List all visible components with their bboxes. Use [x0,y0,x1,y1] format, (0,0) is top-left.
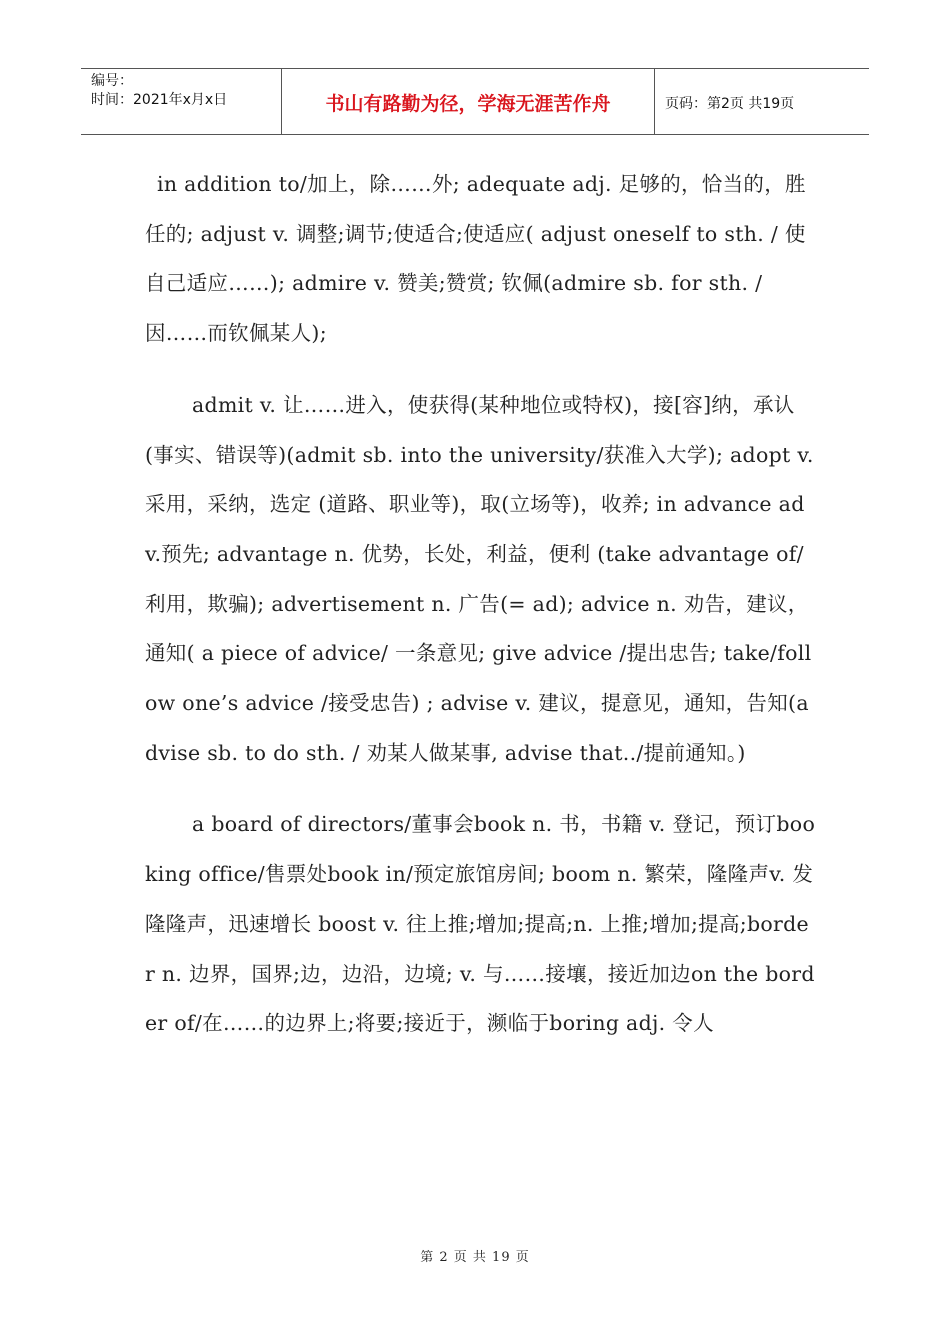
header-motto: 书山有路勤为径，学海无涯苦作舟 [282,69,655,134]
serial-number-label: 编号： [91,73,133,89]
header-meta [81,69,282,134]
document-body [145,160,817,1071]
vocab-paragraph-1: in addition to/加上，除……外; adequate adj. 足够的，恰当的，胜任的; adjust v. 调整;调节;使适合;使适应( adjust oneself to sth. / 使自己适应……); admire v. 赞美;赞赏; 钦佩(admire sb. for sth. /因……而钦佩某人); [145,172,806,346]
vocab-paragraph-2: admit v. 让……进入，使获得(某种地位或特权)，接[容]纳，承认(事实、错误等)(admit sb. into the university/获准入大学); adopt v. 采用，采纳，选定 (道路、职业等)，取(立场等)，收养; in advance adv.预先; advantage n. 优势，长处，利益，便利 (take advantage of/ 利用，欺骗); advertisement n. 广告(= ad); advice n. 劝告，建议，通知( a piece of advice/ 一条意见; give advice /提出忠告; take/follow one’s advice /接受忠告) ; advise v. 建议，提意见，通知，告知(advise sb. to do sth. / 劝某人做某事, advise that../提前通知。) [145,392,814,765]
page-footer: 第 2 页 共 19 页 [420,1250,530,1265]
date-label: 时间：2021年x月x日 [91,92,228,108]
header-page-info: 页码：第2页 共19页 [665,95,795,112]
document-header [81,68,869,135]
vocab-paragraph-3: a board of directors/董事会book n. 书，书籍 v. 登记，预订booking office/售票处book in/预定旅馆房间; boom n. 繁荣，隆隆声v. 发隆隆声，迅速增长 boost v. 往上推;增加;提高;n. 上推;增加;提高;border n. 边界，国界;边，边沿，边境; v. 与……接壤，接近加边on the border of/在……的边界上;将要;接近于，濒临于boring adj. 令人 [145,812,816,1036]
